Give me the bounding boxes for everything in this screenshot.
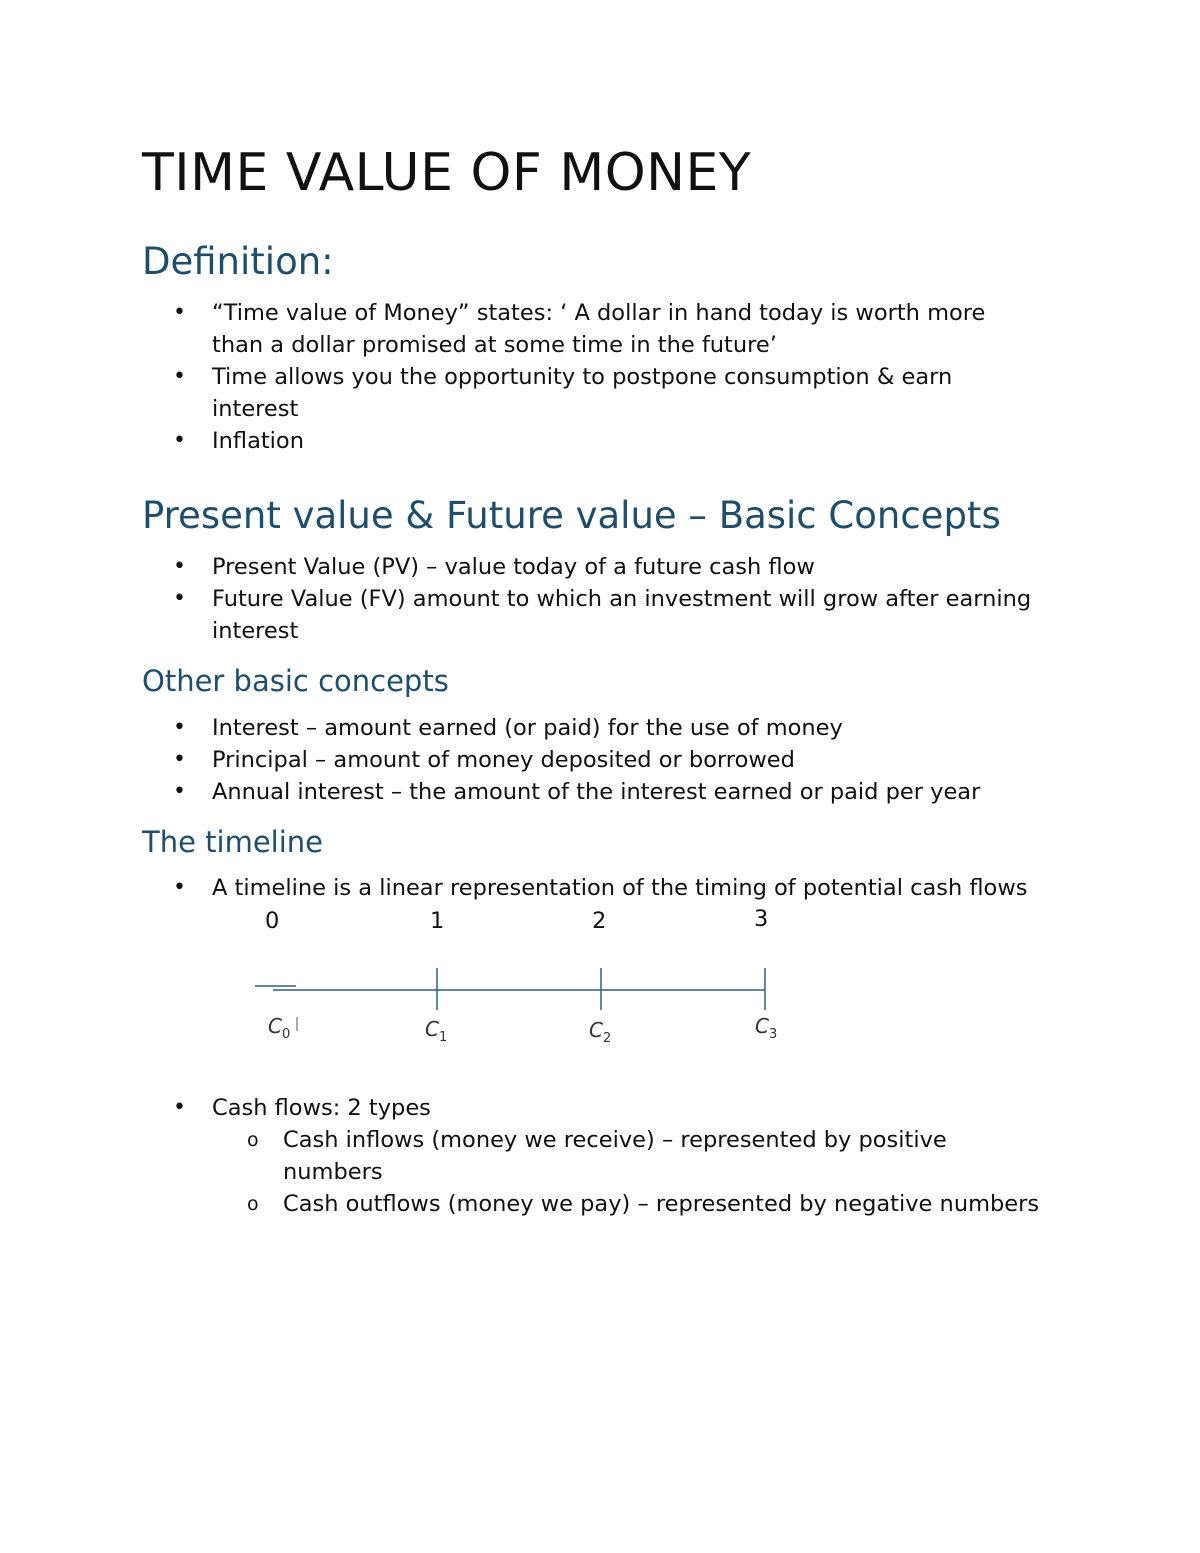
sub-list-item: o Cash outflows (money we pay) – represented by negative numbers xyxy=(212,1188,1042,1220)
cash-flows-list xyxy=(142,1092,1042,1220)
cash-flows-sublist xyxy=(212,1124,1042,1220)
list-item: • “Time value of Money” states: ‘ A dollar in hand today is worth more than a dollar promised at some time in the future’ xyxy=(142,297,1042,361)
other-concepts-list xyxy=(142,712,1042,808)
list-item xyxy=(142,1092,1042,1220)
list-item: • Inflation xyxy=(142,425,1042,457)
pv-fv-heading: Present value & Future value – Basic Concepts xyxy=(142,494,1001,537)
definition-list xyxy=(142,297,1042,457)
list-item: • Time allows you the opportunity to postpone consumption & earn interest xyxy=(142,361,1042,425)
period-1-label: 1 xyxy=(430,908,445,934)
page-title: TIME VALUE OF MONEY xyxy=(142,143,752,203)
list-item: • Present Value (PV) – value today of a future cash flow xyxy=(142,551,1042,583)
cash-flow-c1: $C_1$ xyxy=(425,1017,448,1045)
cash-flow-c0: $C_0$ xyxy=(268,1014,291,1042)
list-item: • Future Value (FV) amount to which an investment will grow after earning interest xyxy=(142,583,1042,647)
list-item: • Annual interest – the amount of the interest earned or paid per year xyxy=(142,776,1042,808)
other-concepts-heading: Other basic concepts xyxy=(142,664,449,698)
pv-fv-list xyxy=(142,551,1042,647)
timeline-heading: The timeline xyxy=(142,825,324,859)
list-item: • Principal – amount of money deposited or borrowed xyxy=(142,744,1042,776)
period-0-label: 0 xyxy=(265,908,280,934)
sub-list-item: o Cash inflows (money we receive) – represented by positive numbers xyxy=(212,1124,1042,1188)
timeline-list xyxy=(142,872,1042,904)
cash-flows-text: Cash flows: 2 types xyxy=(212,1095,431,1121)
list-item: • Interest – amount earned (or paid) for the use of money xyxy=(142,712,1042,744)
cash-flow-c3: $C_3$ xyxy=(755,1014,778,1042)
cash-flow-c2: $C_2$ xyxy=(589,1018,612,1046)
period-3-label: 3 xyxy=(754,906,769,932)
period-2-label: 2 xyxy=(592,908,607,934)
list-item: • A timeline is a linear representation of the timing of potential cash flows xyxy=(142,872,1042,904)
definition-heading: Definition: xyxy=(142,240,334,283)
